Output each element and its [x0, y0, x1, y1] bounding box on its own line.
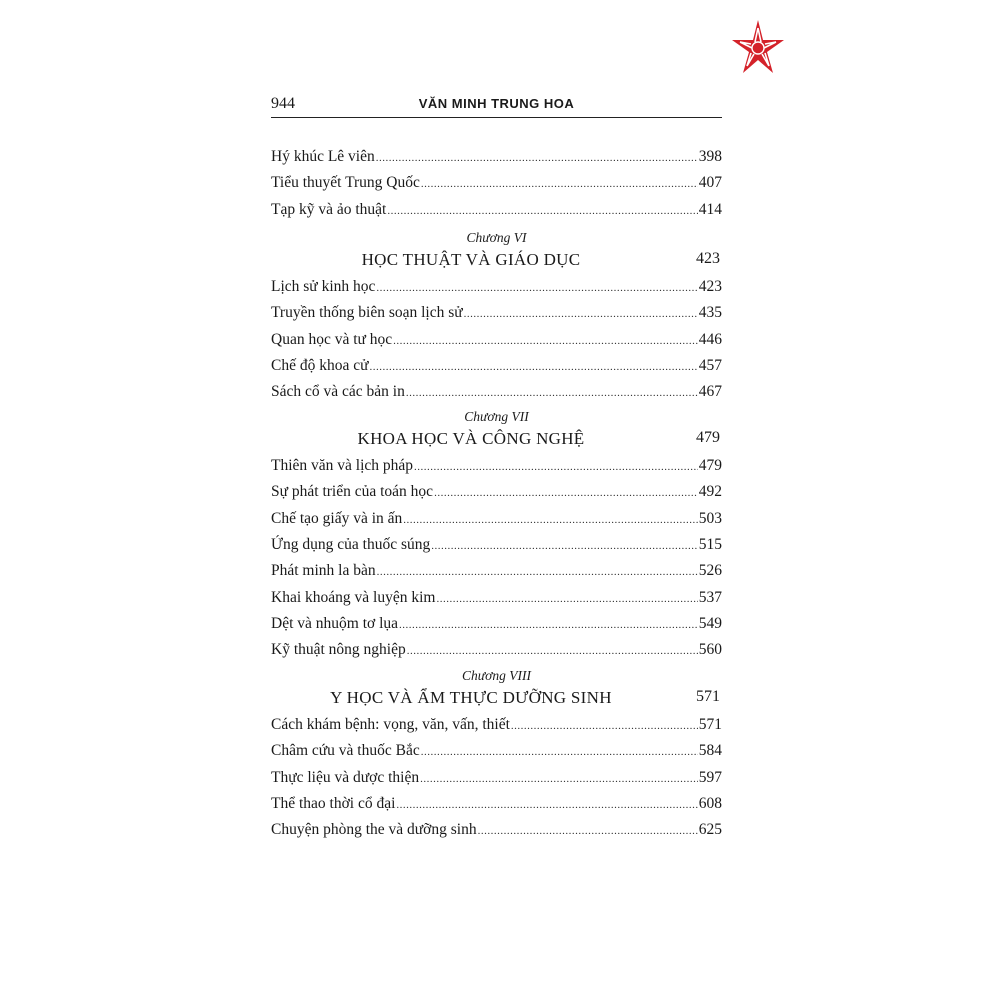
toc-dot-leader	[464, 308, 698, 320]
toc-entry-page: 467	[698, 383, 722, 401]
toc-entry-title: Châm cứu và thuốc Bắc	[271, 742, 420, 760]
toc-entry	[271, 201, 722, 221]
toc-entry	[271, 278, 722, 298]
toc-entry-page: 560	[698, 641, 722, 659]
toc-entry-page: 398	[698, 148, 722, 165]
toc-entry	[271, 536, 722, 556]
toc-entry-title: Chế độ khoa cử	[271, 356, 369, 374]
toc-entry-title: Tiểu thuyết Trung Quốc	[271, 174, 420, 192]
toc-entry-page: 492	[698, 483, 722, 501]
chapter-title: Y HỌC VÀ ẨM THỰC DƯỠNG SINH	[330, 688, 612, 707]
toc-entry	[271, 769, 722, 789]
chapter-page: 571	[696, 688, 720, 705]
toc-dot-leader	[403, 514, 697, 526]
toc-dot-leader	[431, 540, 697, 552]
chapter-title: KHOA HỌC VÀ CÔNG NGHỆ	[357, 429, 585, 448]
chapter-page: 479	[696, 429, 720, 446]
toc-entry-page: 584	[698, 742, 722, 760]
toc-entry-title: Chuyện phòng the và dưỡng sinh	[271, 821, 477, 839]
toc-dot-leader	[434, 487, 698, 499]
toc-entry-title: Cách khám bệnh: vọng, văn, vấn, thiết	[271, 716, 510, 733]
chapter-title: HỌC THUẬT VÀ GIÁO DỤC	[361, 250, 581, 269]
toc-dot-leader	[436, 593, 697, 605]
toc-entry-title: Chế tạo giấy và in ấn	[271, 509, 403, 527]
toc-entry	[271, 457, 722, 477]
page-number: 944	[271, 95, 295, 112]
toc-entry	[271, 742, 722, 762]
toc-entry-page: 423	[698, 278, 722, 295]
toc-entry-page: 625	[698, 821, 722, 839]
toc-entry-title: Sách cổ và các bản in	[271, 383, 405, 401]
toc-entry	[271, 148, 722, 168]
toc-entry	[271, 483, 722, 503]
toc-entry-page: 549	[698, 614, 722, 632]
toc-entry-page: 446	[698, 330, 722, 348]
toc-dot-leader	[376, 282, 697, 294]
toc-entry-title: Truyền thống biên soạn lịch sử	[271, 304, 463, 322]
toc-entry	[271, 821, 722, 841]
toc-entry-title: Quan học và tư học	[271, 330, 393, 348]
toc-entry-page: 407	[698, 174, 722, 192]
book-page	[271, 95, 722, 118]
toc-entry-title: Khai khoáng và luyện kim	[271, 588, 436, 606]
toc-entry-page: 537	[698, 588, 722, 606]
toc-entry	[271, 641, 722, 661]
toc-entry-title: Thực liệu và dược thiện	[271, 768, 420, 786]
toc-dot-leader	[406, 387, 698, 399]
toc-dot-leader	[370, 361, 698, 373]
toc-dot-leader	[511, 720, 698, 732]
toc-dot-leader	[421, 178, 698, 190]
running-title: VĂN MINH TRUNG HOA	[418, 96, 575, 111]
toc-dot-leader	[399, 619, 698, 631]
page-header	[271, 95, 722, 118]
toc-entry-page: 571	[698, 716, 722, 733]
chapter-heading	[271, 688, 722, 710]
toc-dot-leader	[478, 825, 698, 837]
toc-entry-page: 457	[698, 356, 722, 374]
toc-dot-leader	[414, 461, 698, 473]
toc-entry-title: Thể thao thời cổ đại	[271, 794, 396, 812]
toc-entry-title: Ứng dụng của thuốc súng	[271, 535, 431, 553]
toc-entry	[271, 716, 722, 736]
toc-entry-page: 435	[698, 304, 722, 322]
toc-entry-title: Dệt và nhuộm tơ lụa	[271, 614, 399, 632]
chapter-label: Chương VI	[466, 230, 527, 245]
toc-dot-leader	[420, 773, 698, 785]
toc-dot-leader	[376, 152, 698, 164]
toc-entry-page: 414	[698, 200, 722, 218]
chapter-heading	[271, 429, 722, 451]
toc-dot-leader	[387, 205, 697, 217]
toc-entry-page: 608	[698, 794, 722, 812]
toc-dot-leader	[393, 335, 698, 347]
toc-entry	[271, 304, 722, 324]
toc-entry-title: Lịch sử kinh học	[271, 278, 376, 295]
toc-entry	[271, 174, 722, 194]
toc-entry-title: Phát minh la bàn	[271, 562, 376, 580]
toc-entry	[271, 357, 722, 377]
toc-entry	[271, 562, 722, 582]
toc-entry-page: 526	[698, 562, 722, 580]
chapter-label: Chương VII	[464, 409, 529, 424]
toc-entry-page: 479	[698, 457, 722, 474]
toc-entry	[271, 615, 722, 635]
toc-dot-leader	[407, 645, 698, 657]
toc-entry-page: 597	[698, 768, 722, 786]
toc-entry-page: 515	[698, 535, 722, 553]
toc-entry	[271, 510, 722, 530]
toc-dot-leader	[421, 746, 698, 758]
toc-dot-leader	[377, 566, 698, 578]
toc-entry-title: Hý khúc Lê viên	[271, 148, 375, 165]
toc-entry-page: 503	[698, 509, 722, 527]
toc-entry-title: Thiên văn và lịch pháp	[271, 457, 414, 474]
toc-entry-title: Sự phát triển của toán học	[271, 483, 434, 501]
toc-entry	[271, 795, 722, 815]
toc-entry	[271, 589, 722, 609]
toc-entry-title: Kỹ thuật nông nghiệp	[271, 641, 406, 659]
toc-entry	[271, 331, 722, 351]
toc-entry	[271, 383, 722, 403]
chapter-heading	[271, 250, 722, 272]
chapter-label: Chương VIII	[462, 668, 531, 683]
red-star-logo-icon	[728, 18, 788, 78]
toc-entry-title: Tạp kỹ và ảo thuật	[271, 200, 387, 218]
chapter-page: 423	[696, 250, 720, 267]
toc-dot-leader	[396, 799, 697, 811]
